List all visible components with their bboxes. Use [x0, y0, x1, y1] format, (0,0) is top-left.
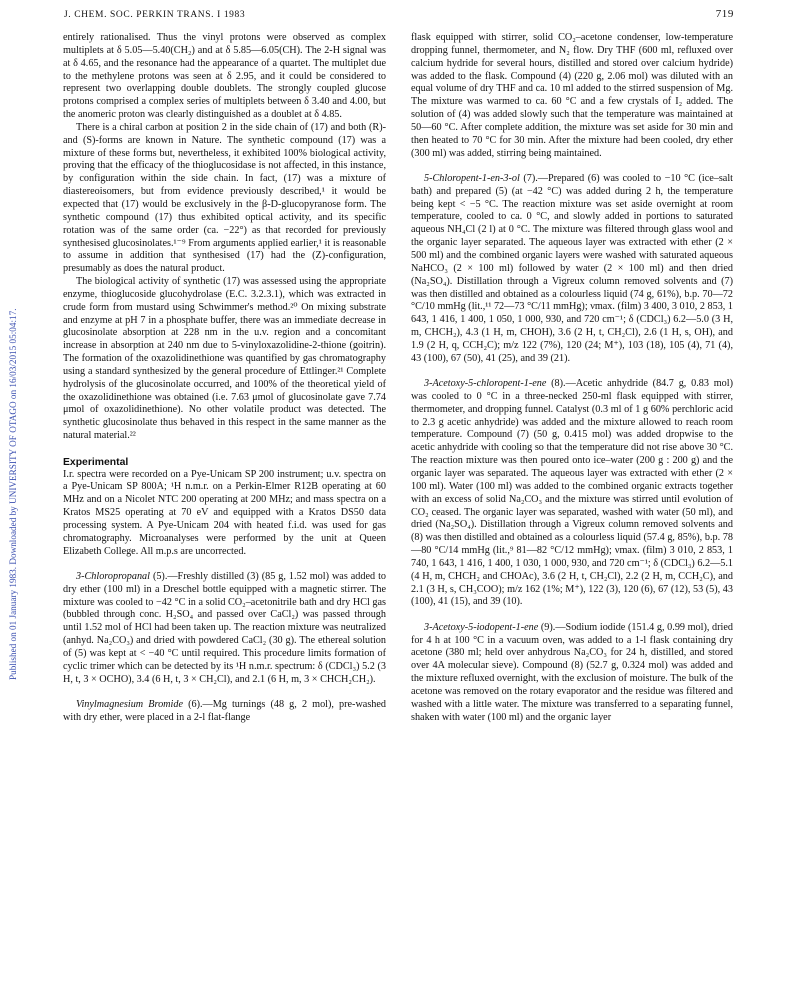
- paragraph: There is a chiral carbon at position 2 in the side chain of (17) and both (R)- and (S)-forms are known in Nature. The synthetic compound (17) was a mixture of these forms but, nevertheless, it exhibited 100% biological activity, proving that the efficacy of the thioglucosidase is not affected, in this instance, by configuration within the side chain. In fact, (17) was a mixture of diastereoisomers, but from evidence previously described,¹ it would be expected that (17) would be exclusively in the β-D-glucopyranose form. The synthetic compound (17) thus exhibited optical activity, and its specific rotation was of the same order (ca. −22°) as that recorded for previously synthesised glucosinolates.¹⁻⁹ From arguments applied earlier,¹ it is reasonable to assume in addition that synthesised (17) had the (Z)-configuration, presumably as does the natural product.: [63, 121, 386, 275]
- compound-paragraph: [63, 699, 386, 725]
- compound-title: 3-Acetoxy-5-chloropent-1-ene: [424, 378, 547, 390]
- compound-paragraph: [411, 378, 733, 609]
- paragraph: flask equipped with stirrer, solid CO₂–acetone condenser, low-temperature dropping funnel, thermometer, and N₂ flow. Dry THF (600 ml, refluxed over calcium hydride for several hours, distilled and stored over calcium hydride) was added to the flask. Compound (4) (220 g, 2.06 mol) was diluted with an equal volume of dry THF and ca. 10 ml added to the stirred suspension of Mg. The mixture was warmed to ca. 60 °C and a few crystals of I₂ added. The solution of (4) was added slowly such that the temperature was maintained at 50—60 °C. After complete addition, the mixture was set aside for 30 min and then heated to 70 °C for 30 min. After the mixture had been cooled, dry ether (300 ml) was added, stirring being maintained.: [411, 32, 733, 159]
- compound-paragraph: [63, 571, 386, 687]
- paragraph: entirely rationalised. Thus the vinyl protons were observed as complex multiplets at δ 5.05—5.40(CH₂) and at δ 5.85—6.05(CH). The 2-H signal was at δ 4.65, and the resonance had the appearance of a quartet. The multiplet due to the methylene protons was seen at δ 2.95, and it could be considered to represent two overlapping double doublets. The strongly coupled glucose protons comprised a complex series of multiplets between δ 3.40 and 4.00, but the anomeric proton was clearly distinguished as a doublet at δ 4.85.: [63, 32, 386, 121]
- paragraph: The biological activity of synthetic (17) was assessed using the appropriate enzyme, thioglucoside glucohydrolase (E.C. 3.2.3.1), which was extracted in crude form from mustard using Schwimmer's method.²⁰ On mixing substrate and enzyme at pH 7 in a phosphate buffer, there was an immediate decrease in glucosinolate absorption at 228 nm in the u.v. region and a concomitant increase in absorption at 240 nm due to 5-vinyloxazolidine-2-thione (goitrin). The formation of the oxazolidinethione was quantified by gas chromatography using a standard synthesized by the general procedure of Ettlinger.²¹ Complete hydrolysis of the glucosinolate occurred, and 100% of the theoretical yield of the oxazolidinethione was obtained (i.e. 7.63 μmol of glucosinolate gave 7.74 μmol of oxazolidinethione). No other volatile product was detected. The synthetic glucosinolate thus behaved in this respect in the same manner as the natural material.²²: [63, 276, 386, 442]
- compound-title: 3-Acetoxy-5-iodopent-1-ene: [424, 621, 539, 633]
- journal-running-title: J. CHEM. SOC. PERKIN TRANS. I 1983: [64, 10, 246, 20]
- compound-paragraph: [411, 173, 733, 366]
- compound-title: 3-Chloropropanal: [76, 570, 150, 582]
- compound-text: (8).—Acetic anhydride (84.7 g, 0.83 mol) was cooled to 0 °C in a three-necked 250-ml flask equipped with stirrer, thermometer, and dropping funnel. Catalyst (0.3 ml of 1 g 60% perchloric acid to 2.3 g acetic anhydride) was added and the mixture allowed to reach room temperature. Compound (7) (50 g, 0.415 mol) was added dropwise to the acetic anhydride with cooling so that the temperature did not rise above 30 °C. The reaction mixture was then poured onto ice–water (200 g : 200 g) and the organic layer was separated. The aqueous layer was extracted with ether (2 × 100 ml). Water (100 ml) was added to the combined organic extracts together with an excess of solid Na₂CO₃ and the mixture was stirred until evolution of CO₂ ceased. The organic layer was separated, washed with water (50 ml), and dried (Na₂SO₄). Distillation through a Vigreux column removed solvents and (8) was then distilled and obtained as a colourless liquid (57.4 g, 85%), b.p. 78—80 °C/14 mmHg (lit.,⁹ 81—82 °C/12 mmHg); νmax. (film) 3 010, 2 853, 1 740, 1 643, 1 416, 1 400, 1 030, 1 000, 930, and 720 cm⁻¹; δ (CDCl₃) 6.2—5.1 (4 H, m, CHCH₂ and CHOAc), 3.6 (2 H, t, CH₂Cl), 2.2 (2 H, m, CCH₂C), and 2.1 (3 H, s, CH₃COO); m/z 162 (1%; M⁺), 122 (3), 120 (6), 67 (12), 53 (5), 43 (100), 41 (15), and 39 (10).: [411, 378, 733, 608]
- download-watermark: [8, 160, 22, 680]
- compound-title: Vinylmagnesium Bromide: [76, 699, 183, 710]
- section-heading-experimental: Experimental: [63, 456, 129, 468]
- compound-text: (6).—Mg turnings (48 g, 2 mol), pre-washed with dry ether, were placed in a 2-l flat-flange: [63, 699, 387, 723]
- page-number: 719: [715, 8, 734, 20]
- paragraph: I.r. spectra were recorded on a Pye-Unicam SP 200 instrument; u.v. spectra on a Pye-Unicam SP 800A; ¹H n.m.r. on a Perkin-Elmer R12B operating at 60 MHz and on a Nicolet NTC 200 operating at 200 MHz; and mass spectra on a Kratos MS25 operating at 70 eV and equipped with a Kratos DS50 data processing system. A Pye-Unicam 204 with heated f.i.d. was used for gas chromatography. Microanalyses were performed by the unit at Queen Elizabeth College. All m.p.s are uncorrected.: [63, 468, 386, 557]
- right-column: [411, 32, 733, 725]
- compound-text: (5).—Freshly distilled (3) (85 g, 1.52 mol) was added to dry ether (100 ml) in a Dreschel bottle equipped with a magnetic stirrer. The mixture was cooled to −42 °C in a solid CO₂–acetonitrile bath and dry HCl gas (bubbled through conc. H₂SO₄ and passed over CaCl₂) was passed through until 1.52 mol of HCl had been taken up. The reaction mixture was neutralized (anhyd. Na₂CO₃) and dried with powdered CaCl₂ (30 g). The ethereal solution of (5) was kept at < −40 °C until required. This procedure limits formation of cyclic trimer which can be detected by its ¹H n.m.r. spectrum: δ (CDCl₃) 5.2 (3 H, t, 3 × OCHO), 3.4 (6 H, t, 3 × CH₂Cl), and 2.1 (6 H, m, 3 × CHCH₂CH₂).: [63, 570, 386, 685]
- compound-text: (7).—Prepared (6) was cooled to −10 °C (ice–salt bath) and prepared (5) (at −42 °C) was added during 2 h, the temperature being kept < −5 °C. The reaction mixture was set aside overnight at room temperature, cooled to ca. 0 °C, and slowly added in portions to saturated aqueous NH₄Cl (2 l) at 0 °C. The mixture was filtered through glass wool and the organic layer separated. The aqueous layer was extracted with ether (2 × 500 ml) and the combined organic layers were washed with saturated aqueous NaHCO₃ (2 × 100 ml) followed by water (2 × 100 ml) and then dried (Na₂SO₄). Distillation through a Vigreux column removed solvents and (7) was then distilled and obtained as a colourless liquid (74 g, 61%), b.p. 70—72 °C/10 mmHg (lit.,¹¹ 72—73 °C/11 mmHg); νmax. (film) 3 400, 3 010, 2 853, 1 643, 1 416, 1 400, 1 050, 1 000, 930, and 720 cm⁻¹; δ (CDCl₃) 6.2—5.0 (3 H, m, CHCH₂), 4.3 (1 H, m, CHOH), 3.6 (2 H, t, CH₂Cl), 2.6 (1 H, s, OH), and 1.9 (2 H, q, CCH₂C); m/z 122 (7%), 120 (24; M⁺), 103 (18), 105 (4), 71 (4), 43 (100), 67 (50), 41 (25), and 39 (21).: [411, 172, 733, 364]
- compound-title: 5-Chloropent-1-en-3-ol: [424, 172, 520, 184]
- compound-text: (9).—Sodium iodide (151.4 g, 0.99 mol), dried for 4 h at 100 °C in a vacuum oven, was added to a 1-l flask containing dry acetone (380 ml; held over anhydrous Na₂CO₃ for 24 h, distilled, and stored over 4A molecular sieve). Compound (8) (52.7 g, 0.324 mol) was added and the mixture refluxed overnight, with the exclusion of moisture. The bulk of the acetone was removed on the rotary evaporator and the residue was filtered and washed with a little water. The mixture was transferred to a separating funnel, shaken with water (100 ml) and the organic layer: [411, 621, 733, 723]
- download-notice-link[interactable]: Published on 01 January 1983. Downloaded by UNIVERSITY OF OTAGO on 16/03/2015 05:04:17.: [8, 308, 18, 680]
- page-header: [64, 8, 734, 24]
- compound-paragraph: [411, 622, 733, 725]
- left-column: [63, 32, 386, 725]
